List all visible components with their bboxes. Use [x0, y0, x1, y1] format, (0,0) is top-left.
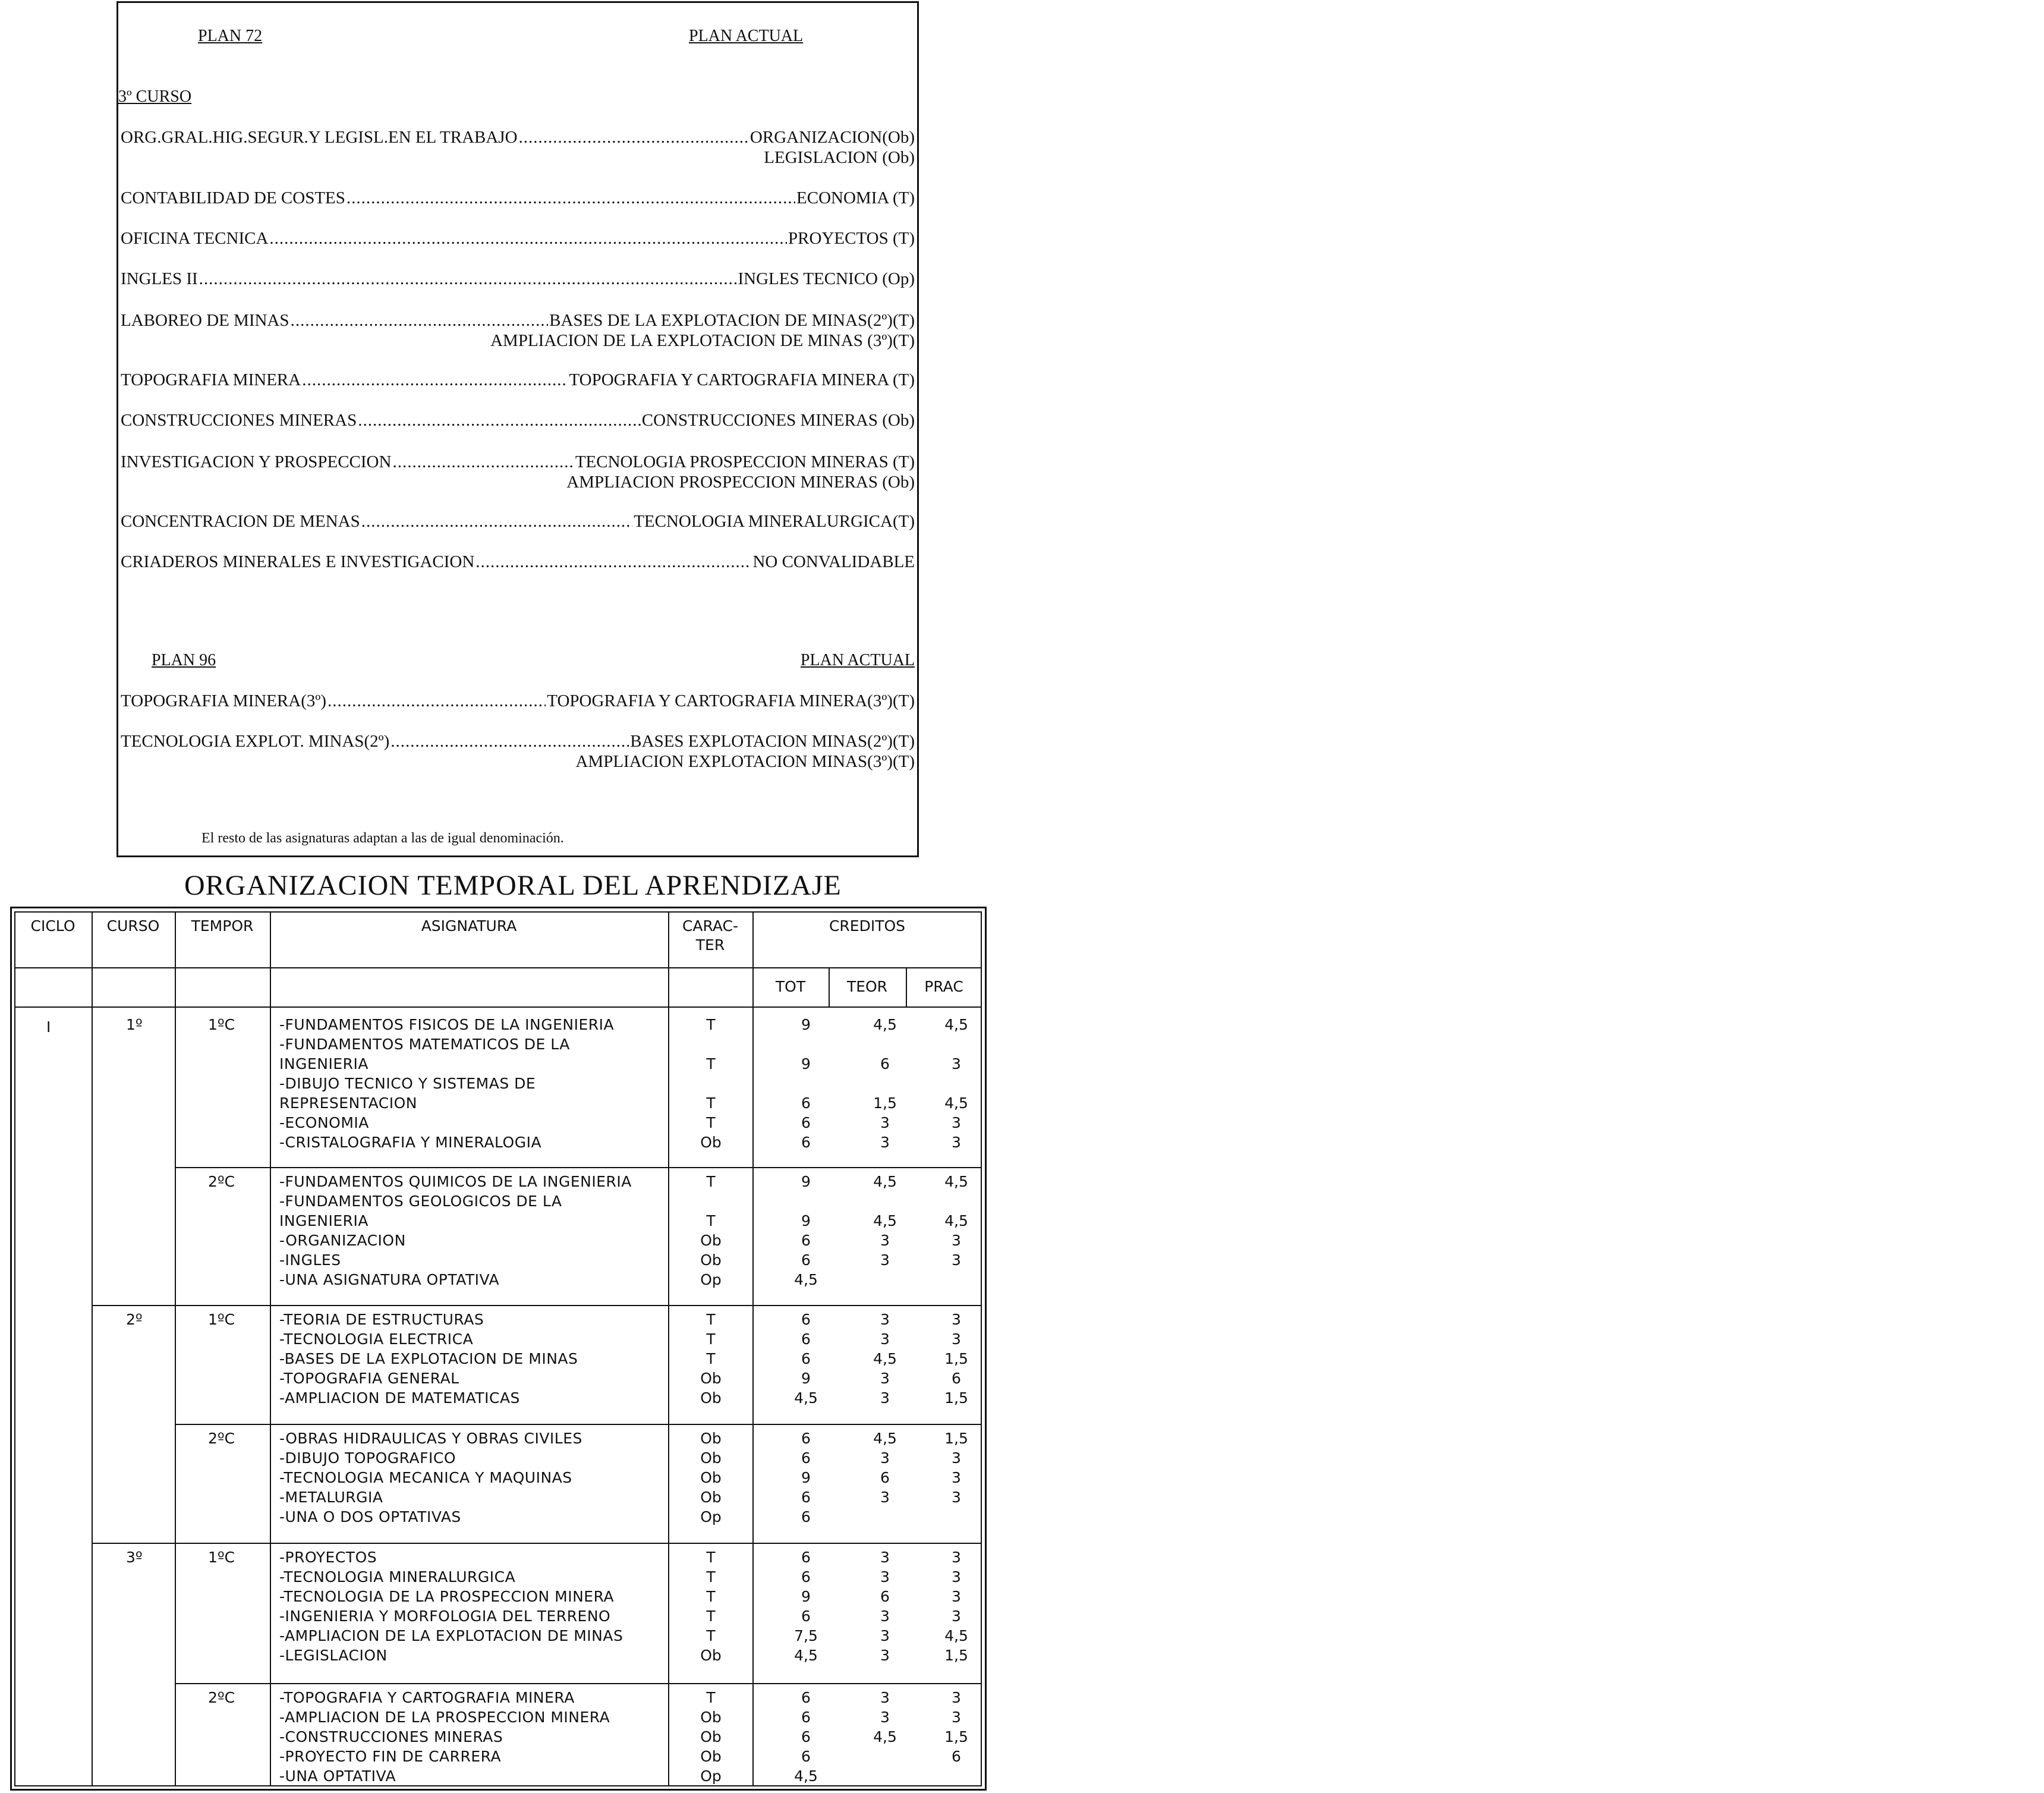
convalidation-row	[121, 552, 915, 574]
credit-teor: 3	[880, 1449, 890, 1467]
credit-teor: 3	[880, 1370, 890, 1387]
header-tempor: TEMPOR	[191, 917, 254, 935]
credit-teor: 3	[880, 1608, 890, 1625]
credit-teor: 3	[880, 1709, 890, 1726]
asignatura-line: -TECNOLOGIA MECANICA Y MAQUINAS	[279, 1469, 572, 1486]
credit-tot: 6	[801, 1728, 811, 1745]
caracter-value: T	[706, 1549, 716, 1566]
caracter-value: T	[706, 1094, 716, 1112]
credit-tot: 6	[801, 1549, 811, 1566]
credit-teor: 4,5	[873, 1728, 897, 1745]
credit-prac: 3	[952, 1709, 961, 1726]
asignatura-line: -OBRAS HIDRAULICAS Y OBRAS CIVILES	[279, 1430, 582, 1447]
tempor-value: 1ºC	[208, 1549, 235, 1566]
header-sep-1	[14, 967, 982, 968]
convalidation-row-plan96	[121, 732, 915, 753]
credit-prac: 4,5	[944, 1627, 968, 1644]
asignatura-line: -AMPLIACION DE LA EXPLOTACION DE MINAS	[279, 1627, 623, 1644]
plan96-subject: TOPOGRAFIA MINERA(3º)	[121, 691, 327, 710]
schedule-title: ORGANIZACION TEMPORAL DEL APRENDIZAJE	[184, 870, 842, 901]
caracter-value: Ob	[700, 1134, 722, 1151]
asignatura-line: -METALURGIA	[279, 1489, 383, 1506]
header-prac: PRAC	[924, 978, 963, 995]
curso-label: 3º CURSO	[118, 87, 192, 106]
caracter-value: T	[706, 1016, 716, 1033]
credit-prac: 3	[952, 1232, 961, 1249]
caracter-value: Ob	[700, 1647, 722, 1664]
credit-prac: 1,5	[944, 1389, 968, 1407]
asignatura-line: -DIBUJO TECNICO Y SISTEMAS DE	[279, 1075, 536, 1092]
plan72-subject: INVESTIGACION Y PROSPECCION	[121, 452, 392, 471]
credit-prac: 6	[952, 1370, 961, 1387]
asignatura-line: -PROYECTO FIN DE CARRERA	[279, 1748, 502, 1765]
tempor-value: 2ºC	[208, 1689, 235, 1706]
curso-value: 1º	[126, 1016, 143, 1033]
col-sep-tempor	[270, 911, 271, 1786]
asignatura-line: -PROYECTOS	[279, 1549, 377, 1566]
tempor-value: 2ºC	[208, 1430, 235, 1447]
asignatura-line: -TECNOLOGIA MINERALURGICA	[279, 1568, 516, 1586]
credit-tot: 6	[801, 1608, 811, 1625]
credit-tot: 4,5	[794, 1647, 818, 1664]
convalidation-row-plan96	[121, 691, 915, 713]
credit-teor: 3	[880, 1251, 890, 1269]
plan-actual-subject: INGLES TECNICO (Op)	[738, 269, 915, 288]
credit-tot: 6	[801, 1251, 811, 1269]
credit-teor: 3	[880, 1627, 890, 1644]
credit-teor: 4,5	[873, 1016, 897, 1033]
plan-actual-heading-2: PLAN ACTUAL	[800, 651, 915, 669]
asignatura-line: -FUNDAMENTOS MATEMATICOS DE LA	[279, 1036, 570, 1053]
credit-tot: 9	[801, 1370, 811, 1387]
asignatura-line: INGENIERIA	[279, 1212, 369, 1229]
plan-actual-subject: NO CONVALIDABLE	[752, 552, 915, 571]
caracter-value: T	[706, 1114, 716, 1131]
schedule-table	[14, 911, 982, 1786]
credit-prac: 6	[952, 1748, 961, 1765]
credit-prac: 4,5	[944, 1016, 968, 1033]
table-border-right	[981, 911, 982, 1786]
credit-teor: 4,5	[873, 1350, 897, 1367]
credit-prac: 3	[952, 1689, 961, 1706]
asignatura-line: -TECNOLOGIA DE LA PROSPECCION MINERA	[279, 1588, 615, 1605]
leader-dots	[475, 552, 751, 572]
caracter-value: Ob	[700, 1232, 722, 1249]
caracter-value: T	[706, 1350, 716, 1367]
credit-tot: 9	[801, 1055, 811, 1072]
credit-tot: 6	[801, 1489, 811, 1506]
asignatura-line: -CRISTALOGRAFIA Y MINERALOGIA	[279, 1134, 542, 1151]
caracter-value: Ob	[700, 1251, 722, 1269]
asignatura-line: -LEGISLACION	[279, 1647, 388, 1664]
credit-tot: 6	[801, 1449, 811, 1467]
plan72-subject: OFICINA TECNICA	[121, 229, 269, 248]
plan-actual-subject: CONSTRUCCIONES MINERAS (Ob)	[641, 411, 915, 430]
credit-teor: 3	[880, 1389, 890, 1407]
credit-tot: 6	[801, 1748, 811, 1765]
header-teor: TEOR	[846, 978, 888, 995]
credit-tot: 9	[801, 1016, 811, 1033]
plan72-subject: CONCENTRACION DE MENAS	[121, 512, 360, 531]
caracter-value: T	[706, 1588, 716, 1605]
group-separator	[92, 1543, 982, 1544]
credit-teor: 3	[880, 1549, 890, 1566]
caracter-value: T	[706, 1627, 716, 1644]
tempor-value: 2ºC	[208, 1173, 235, 1190]
header-caracter-2: TER	[695, 936, 725, 954]
asignatura-line: -TEORIA DE ESTRUCTURAS	[279, 1311, 484, 1328]
tempor-value: 1ºC	[208, 1311, 235, 1328]
credit-teor: 3	[880, 1232, 890, 1249]
leader-dots	[361, 512, 632, 531]
credit-prac: 3	[952, 1114, 961, 1131]
credit-teor: 3	[880, 1489, 890, 1506]
caracter-value: T	[706, 1212, 716, 1229]
leader-dots	[199, 269, 737, 289]
credit-prac: 4,5	[944, 1173, 968, 1190]
credit-prac: 1,5	[944, 1728, 968, 1745]
credit-teor: 3	[880, 1134, 890, 1151]
asignatura-line: -INGENIERIA Y MORFOLOGIA DEL TERRENO	[279, 1608, 611, 1625]
leader-dots	[269, 229, 787, 248]
credit-teor: 4,5	[873, 1173, 897, 1190]
plan72-heading: PLAN 72	[198, 27, 263, 45]
asignatura-line: -FUNDAMENTOS FISICOS DE LA INGENIERIA	[279, 1016, 615, 1033]
credit-tot: 6	[801, 1709, 811, 1726]
caracter-value: T	[706, 1330, 716, 1348]
plan72-subject: TOPOGRAFIA MINERA	[121, 370, 301, 389]
credit-prac: 1,5	[944, 1350, 968, 1367]
credit-tot: 9	[801, 1173, 811, 1190]
convalidation-row	[121, 188, 915, 210]
plan-actual-subject: BASES EXPLOTACION MINAS(2º)(T)	[630, 732, 915, 751]
asignatura-line: -UNA ASIGNATURA OPTATIVA	[279, 1271, 500, 1288]
plan-actual-subject-2: AMPLIACION EXPLOTACION MINAS(3º)(T)	[575, 752, 915, 771]
plan-actual-subject: ORGANIZACION(Ob)	[749, 128, 915, 147]
asignatura-line: INGENIERIA	[279, 1055, 369, 1072]
leader-dots	[390, 732, 629, 751]
credit-tot: 6	[801, 1350, 811, 1367]
leader-dots	[519, 128, 749, 147]
credit-prac: 3	[952, 1469, 961, 1486]
credit-tot: 9	[801, 1212, 811, 1229]
ciclo-value: I	[46, 1018, 51, 1036]
leader-dots	[392, 452, 574, 472]
asignatura-line: -TOPOGRAFIA Y CARTOGRAFIA MINERA	[279, 1689, 575, 1706]
credit-teor: 3	[880, 1689, 890, 1706]
leader-dots	[291, 311, 549, 331]
credit-prac: 3	[952, 1568, 961, 1586]
credit-prac: 1,5	[944, 1430, 968, 1447]
header-asignatura: ASIGNATURA	[421, 917, 517, 935]
asignatura-line: -FUNDAMENTOS QUIMICOS DE LA INGENIERIA	[279, 1173, 632, 1190]
credit-teor: 3	[880, 1568, 890, 1586]
credit-tot: 6	[801, 1232, 811, 1249]
plan-actual-subject: BASES DE LA EXPLOTACION DE MINAS(2º)(T)	[549, 311, 915, 330]
plan-actual-subject: TOPOGRAFIA Y CARTOGRAFIA MINERA (T)	[569, 370, 915, 389]
credit-teor: 6	[880, 1588, 890, 1605]
credit-teor: 6	[880, 1055, 890, 1072]
header-creditos: CREDITOS	[829, 917, 906, 935]
header-ciclo: CICLO	[30, 917, 75, 935]
caracter-value: Ob	[700, 1469, 722, 1486]
header-tot: TOT	[775, 978, 806, 995]
group-separator	[175, 1683, 982, 1684]
plan-actual-subject-2: AMPLIACION DE LA EXPLOTACION DE MINAS (3º)(T)	[490, 331, 915, 350]
credit-prac: 3	[952, 1608, 961, 1625]
asignatura-line: -TOPOGRAFIA GENERAL	[279, 1370, 459, 1387]
credit-prac: 3	[952, 1055, 961, 1072]
caracter-value: Ob	[700, 1430, 722, 1447]
credit-teor: 3	[880, 1330, 890, 1348]
plan-actual-heading: PLAN ACTUAL	[689, 27, 804, 45]
leader-dots	[302, 370, 568, 390]
asignatura-line: -CONSTRUCCIONES MINERAS	[279, 1728, 503, 1745]
caracter-value: Ob	[700, 1370, 722, 1387]
leader-dots	[347, 188, 795, 208]
credit-tot: 6	[801, 1689, 811, 1706]
asignatura-line: -DIBUJO TOPOGRAFICO	[279, 1449, 456, 1467]
credit-tot: 4,5	[794, 1767, 818, 1785]
credit-tot: 6	[801, 1568, 811, 1586]
caracter-value: Ob	[700, 1728, 722, 1745]
credit-tot: 9	[801, 1588, 811, 1605]
leader-dots	[358, 411, 641, 430]
asignatura-line: -BASES DE LA EXPLOTACION DE MINAS	[279, 1350, 578, 1367]
credit-teor: 3	[880, 1114, 890, 1131]
convalidation-row	[121, 370, 915, 392]
caracter-value: T	[706, 1689, 716, 1706]
caracter-value: Ob	[700, 1709, 722, 1726]
credit-teor: 1,5	[873, 1094, 897, 1112]
curso-value: 3º	[126, 1549, 143, 1566]
convalidation-row	[121, 452, 915, 474]
asignatura-line: -FUNDAMENTOS GEOLOGICOS DE LA	[279, 1193, 562, 1210]
table-border-bottom	[14, 1785, 982, 1786]
col-sep-curso	[175, 911, 176, 1786]
caracter-value: Ob	[700, 1489, 722, 1506]
plan-actual-subject: TECNOLOGIA MINERALURGICA(T)	[634, 512, 915, 531]
asignatura-line: -AMPLIACION DE MATEMATICAS	[279, 1389, 520, 1407]
credit-teor: 3	[880, 1311, 890, 1328]
plan-actual-subject: TOPOGRAFIA Y CARTOGRAFIA MINERA(3º)(T)	[547, 691, 915, 710]
plan72-subject: INGLES II	[121, 269, 198, 288]
header-caracter-1: CARAC-	[682, 917, 739, 935]
credit-teor: 4,5	[873, 1430, 897, 1447]
caracter-value: T	[706, 1608, 716, 1625]
caracter-value: Ob	[700, 1389, 722, 1407]
asignatura-line: -ECONOMIA	[279, 1114, 369, 1131]
credit-tot: 7,5	[794, 1627, 818, 1644]
plan96-subject: TECNOLOGIA EXPLOT. MINAS(2º)	[121, 732, 390, 751]
caracter-value: Op	[700, 1508, 722, 1525]
caracter-value: Op	[700, 1271, 722, 1288]
credit-teor: 4,5	[873, 1212, 897, 1229]
convalidation-row	[121, 512, 915, 533]
plan-actual-subject: ECONOMIA (T)	[796, 188, 915, 207]
tempor-value: 1ºC	[208, 1016, 235, 1033]
caracter-value: T	[706, 1055, 716, 1072]
credit-teor: 3	[880, 1647, 890, 1664]
convalidation-row	[121, 269, 915, 291]
convalidation-row	[121, 128, 915, 149]
asignatura-line: -UNA OPTATIVA	[279, 1767, 396, 1785]
convalidation-row	[121, 311, 915, 332]
credit-prac: 4,5	[944, 1094, 968, 1112]
col-sep-ciclo	[92, 911, 93, 1786]
credit-prac: 1,5	[944, 1647, 968, 1664]
credit-prac: 3	[952, 1134, 961, 1151]
credit-teor: 6	[880, 1469, 890, 1486]
credit-prac: 3	[952, 1449, 961, 1467]
credit-prac: 3	[952, 1330, 961, 1348]
plan-actual-subject-2: LEGISLACION (Ob)	[764, 148, 915, 167]
convalidation-note: El resto de las asignaturas adaptan a las de igual denominación.	[201, 831, 564, 846]
credit-prac: 4,5	[944, 1212, 968, 1229]
credit-tot: 6	[801, 1311, 811, 1328]
credit-tot: 6	[801, 1430, 811, 1447]
plan-actual-subject: TECNOLOGIA PROSPECCION MINERAS (T)	[575, 452, 915, 471]
convalidation-row	[121, 229, 915, 250]
plan72-subject: LABOREO DE MINAS	[121, 311, 289, 330]
leader-dots	[327, 691, 546, 711]
credit-prac: 3	[952, 1549, 961, 1566]
convalidation-row	[121, 411, 915, 432]
convalidation-box	[116, 1, 919, 857]
plan-actual-subject: PROYECTOS (T)	[788, 229, 915, 248]
group-separator	[175, 1424, 982, 1425]
plan72-subject: CRIADEROS MINERALES E INVESTIGACION	[121, 552, 475, 571]
credit-prac: 3	[952, 1311, 961, 1328]
asignatura-line: -UNA O DOS OPTATIVAS	[279, 1508, 461, 1525]
credit-tot: 6	[801, 1330, 811, 1348]
curso-value: 2º	[126, 1311, 143, 1328]
table-border-top	[14, 911, 982, 913]
asignatura-line: REPRESENTACION	[279, 1094, 417, 1112]
group-separator	[92, 1305, 982, 1306]
plan96-heading: PLAN 96	[152, 651, 216, 669]
plan-actual-subject-2: AMPLIACION PROSPECCION MINERAS (Ob)	[566, 473, 915, 492]
caracter-value: T	[706, 1568, 716, 1586]
credit-prac: 3	[952, 1251, 961, 1269]
credit-tot: 6	[801, 1134, 811, 1151]
asignatura-line: -TECNOLOGIA ELECTRICA	[279, 1330, 474, 1348]
plan72-subject: CONTABILIDAD DE COSTES	[121, 188, 345, 207]
asignatura-line: -INGLES	[279, 1251, 341, 1269]
credit-tot: 9	[801, 1469, 811, 1486]
credit-tot: 6	[801, 1508, 811, 1525]
plan72-subject: ORG.GRAL.HIG.SEGUR.Y LEGISL.EN EL TRABAJO	[121, 128, 518, 147]
header-curso: CURSO	[106, 917, 160, 935]
group-separator	[175, 1167, 982, 1168]
credit-tot: 6	[801, 1114, 811, 1131]
caracter-value: Ob	[700, 1449, 722, 1467]
asignatura-line: -AMPLIACION DE LA PROSPECCION MINERA	[279, 1709, 610, 1726]
credit-prac: 3	[952, 1489, 961, 1506]
caracter-value: T	[706, 1311, 716, 1328]
col-sep-asignatura	[668, 911, 669, 1786]
asignatura-line: -ORGANIZACION	[279, 1232, 406, 1249]
caracter-value: T	[706, 1173, 716, 1190]
caracter-value: Op	[700, 1767, 722, 1785]
credit-tot: 4,5	[794, 1271, 818, 1288]
header-sep-2	[14, 1006, 982, 1008]
credit-prac: 3	[952, 1588, 961, 1605]
credit-tot: 4,5	[794, 1389, 818, 1407]
col-sep-caracter	[752, 911, 754, 1786]
caracter-value: Ob	[700, 1748, 722, 1765]
credit-tot: 6	[801, 1094, 811, 1112]
plan72-subject: CONSTRUCCIONES MINERAS	[121, 411, 357, 430]
table-border-left	[14, 911, 15, 1786]
